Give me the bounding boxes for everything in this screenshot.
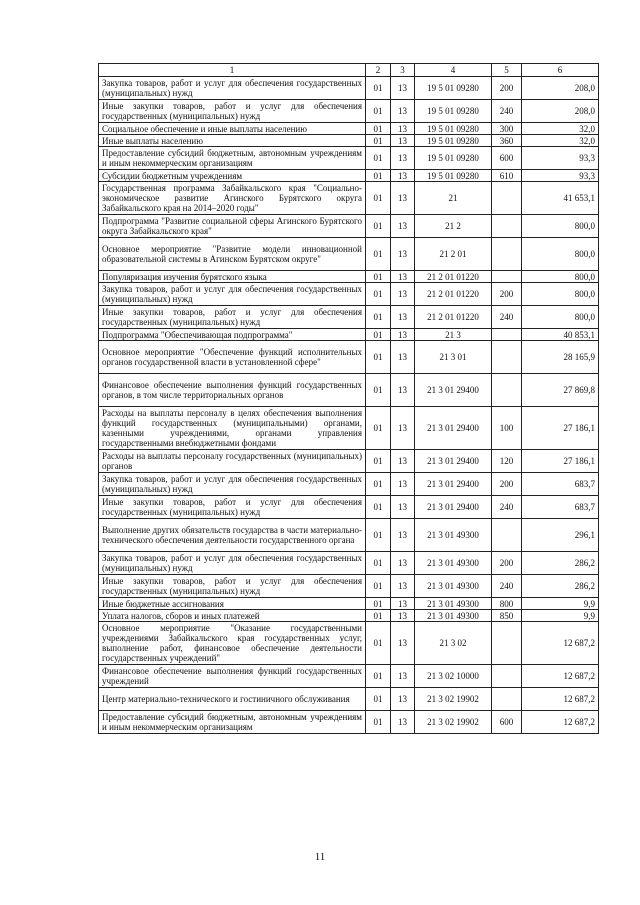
header-col-5: 5 [492,64,522,77]
row-section-cell: 01 [366,271,391,283]
table-row [99,711,599,734]
table-row [99,182,599,215]
row-expense-type-cell [492,622,522,665]
table-row [99,77,599,100]
table-row [99,170,599,182]
row-name-cell: Иные закупки товаров, работ и услуг для обеспечения государственных (муниципальных) нужд [99,306,366,329]
row-section-cell: 01 [366,519,391,552]
row-name-cell: Социальное обеспечение и иные выплаты населению [99,123,366,135]
row-section-cell: 01 [366,283,391,306]
row-subsection-cell: 13 [391,622,415,665]
row-section-cell: 01 [366,575,391,598]
row-expense-type-cell [492,665,522,688]
row-amount-cell: 12 687,2 [522,688,599,711]
row-amount-cell: 12 687,2 [522,711,599,734]
row-amount-cell: 296,1 [522,519,599,552]
row-amount-cell: 41 653,1 [522,182,599,215]
row-section-cell: 01 [366,147,391,170]
row-section-cell: 01 [366,341,391,374]
row-section-cell: 01 [366,238,391,271]
row-target-article-cell: 21 3 01 49300 [415,575,492,598]
row-section-cell: 01 [366,100,391,123]
row-section-cell: 01 [366,123,391,135]
row-amount-cell: 40 853,1 [522,329,599,341]
row-subsection-cell: 13 [391,519,415,552]
row-amount-cell: 208,0 [522,100,599,123]
row-expense-type-cell: 600 [492,711,522,734]
row-expense-type-cell [492,341,522,374]
table-row [99,135,599,147]
row-expense-type-cell: 240 [492,496,522,519]
row-target-article-cell: 21 3 01 49300 [415,519,492,552]
row-subsection-cell: 13 [391,374,415,407]
row-amount-cell: 683,7 [522,496,599,519]
row-target-article-cell: 21 3 01 29400 [415,496,492,519]
row-name-cell: Уплата налогов, сборов и иных платежей [99,610,366,622]
row-subsection-cell: 13 [391,123,415,135]
row-amount-cell: 800,0 [522,306,599,329]
table-row [99,519,599,552]
row-target-article-cell: 21 2 01 01220 [415,271,492,283]
row-amount-cell: 800,0 [522,283,599,306]
row-expense-type-cell: 200 [492,283,522,306]
row-target-article-cell: 19 5 01 09280 [415,135,492,147]
row-subsection-cell: 13 [391,473,415,496]
row-section-cell: 01 [366,306,391,329]
row-amount-cell: 208,0 [522,77,599,100]
row-name-cell: Расходы на выплаты персоналу в целях обеспечения выполнения функций государственных (муниципальными) органами, казенными учреждениями, органами управления государственными внебюджетными фондами [99,407,366,450]
row-name-cell: Подпрограмма "Обеспечивающая подпрограмма" [99,329,366,341]
row-amount-cell: 800,0 [522,238,599,271]
table-row [99,147,599,170]
row-target-article-cell: 21 3 01 49300 [415,552,492,575]
row-expense-type-cell: 200 [492,473,522,496]
row-amount-cell: 12 687,2 [522,622,599,665]
row-expense-type-cell: 850 [492,610,522,622]
row-target-article-cell: 21 2 01 01220 [415,306,492,329]
row-target-article-cell: 21 2 [415,215,492,238]
table-row [99,238,599,271]
table-row [99,688,599,711]
row-name-cell: Закупка товаров, работ и услуг для обеспечения государственных (муниципальных) нужд [99,283,366,306]
table-row [99,598,599,610]
table-row [99,473,599,496]
row-expense-type-cell [492,271,522,283]
header-col-1: 1 [99,64,366,77]
row-target-article-cell: 19 5 01 09280 [415,170,492,182]
row-name-cell: Закупка товаров, работ и услуг для обеспечения государственных (муниципальных) нужд [99,77,366,100]
row-expense-type-cell: 300 [492,123,522,135]
row-subsection-cell: 13 [391,306,415,329]
row-amount-cell: 800,0 [522,215,599,238]
row-section-cell: 01 [366,622,391,665]
row-name-cell: Подпрограмма "Развитие социальной сферы Агинского Бурятского округа Забайкальского края" [99,215,366,238]
table-row [99,123,599,135]
row-name-cell: Популяризация изучения бурятского языка [99,271,366,283]
row-subsection-cell: 13 [391,496,415,519]
row-subsection-cell: 13 [391,283,415,306]
row-amount-cell: 683,7 [522,473,599,496]
budget-table-container [98,63,599,734]
table-header-row [99,64,599,77]
table-row [99,374,599,407]
row-name-cell: Расходы на выплаты персоналу государственных (муниципальных) органов [99,450,366,473]
row-amount-cell: 286,2 [522,575,599,598]
row-subsection-cell: 13 [391,575,415,598]
row-expense-type-cell [492,329,522,341]
row-expense-type-cell [492,182,522,215]
row-subsection-cell: 13 [391,407,415,450]
row-name-cell: Субсидии бюджетным учреждениям [99,170,366,182]
table-row [99,329,599,341]
table-row [99,622,599,665]
row-expense-type-cell: 120 [492,450,522,473]
row-section-cell: 01 [366,329,391,341]
table-row [99,283,599,306]
row-name-cell: Основное мероприятие "Развитие модели инновационной образовательной системы в Агинском Бурятском округе" [99,238,366,271]
row-name-cell: Иные закупки товаров, работ и услуг для обеспечения государственных (муниципальных) нужд [99,575,366,598]
row-amount-cell: 27 186,1 [522,407,599,450]
row-target-article-cell: 21 3 01 29400 [415,450,492,473]
row-amount-cell: 9,9 [522,610,599,622]
row-amount-cell: 12 687,2 [522,665,599,688]
row-target-article-cell: 21 2 01 [415,238,492,271]
row-section-cell: 01 [366,610,391,622]
row-subsection-cell: 13 [391,552,415,575]
row-target-article-cell: 21 2 01 01220 [415,283,492,306]
page-number: 11 [314,851,326,863]
row-section-cell: 01 [366,450,391,473]
row-amount-cell: 27 186,1 [522,450,599,473]
row-subsection-cell: 13 [391,329,415,341]
row-expense-type-cell: 240 [492,306,522,329]
row-subsection-cell: 13 [391,170,415,182]
row-amount-cell: 800,0 [522,271,599,283]
row-name-cell: Финансовое обеспечение выполнения функций государственных учреждений [99,665,366,688]
row-subsection-cell: 13 [391,665,415,688]
row-section-cell: 01 [366,170,391,182]
row-amount-cell: 9,9 [522,598,599,610]
row-section-cell: 01 [366,215,391,238]
row-name-cell: Предоставление субсидий бюджетным, автономным учреждениям и иным некоммерческим организациям [99,147,366,170]
row-name-cell: Финансовое обеспечение выполнения функций государственных органов, в том числе территориальных органов [99,374,366,407]
row-target-article-cell: 21 3 01 49300 [415,598,492,610]
row-name-cell: Государственная программа Забайкальского края "Социально-экономическое развитие Агинского Бурятского округа Забайкальского края на 2014–2020 годы" [99,182,366,215]
row-name-cell: Основное мероприятие "Оказание государственными учреждениями Забайкальского края государственных услуг, выполнение работ, финансовое обеспечение деятельности государственных учреждений" [99,622,366,665]
row-expense-type-cell: 200 [492,77,522,100]
row-subsection-cell: 13 [391,238,415,271]
row-subsection-cell: 13 [391,341,415,374]
row-target-article-cell: 21 3 01 29400 [415,473,492,496]
row-expense-type-cell: 610 [492,170,522,182]
row-subsection-cell: 13 [391,215,415,238]
row-amount-cell: 28 165,9 [522,341,599,374]
row-expense-type-cell [492,688,522,711]
row-section-cell: 01 [366,374,391,407]
table-row [99,450,599,473]
row-name-cell: Иные бюджетные ассигнования [99,598,366,610]
row-name-cell: Выполнение других обязательств государства в части материально-технического обеспечения деятельности государственного органа [99,519,366,552]
row-subsection-cell: 13 [391,688,415,711]
row-subsection-cell: 13 [391,100,415,123]
row-target-article-cell: 19 5 01 09280 [415,100,492,123]
table-row [99,341,599,374]
row-name-cell: Основное мероприятие "Обеспечение функций исполнительных органов государственной власти в установленной сфере" [99,341,366,374]
row-name-cell: Иные закупки товаров, работ и услуг для обеспечения государственных (муниципальных) нужд [99,496,366,519]
row-section-cell: 01 [366,598,391,610]
row-section-cell: 01 [366,77,391,100]
row-section-cell: 01 [366,135,391,147]
table-row [99,552,599,575]
row-amount-cell: 32,0 [522,135,599,147]
row-section-cell: 01 [366,688,391,711]
table-row [99,215,599,238]
row-target-article-cell: 21 3 01 29400 [415,407,492,450]
row-subsection-cell: 13 [391,610,415,622]
row-expense-type-cell: 240 [492,575,522,598]
table-row [99,271,599,283]
row-subsection-cell: 13 [391,271,415,283]
row-target-article-cell: 21 3 [415,329,492,341]
row-expense-type-cell: 600 [492,147,522,170]
table-row [99,575,599,598]
row-target-article-cell: 21 [415,182,492,215]
row-subsection-cell: 13 [391,135,415,147]
row-expense-type-cell: 800 [492,598,522,610]
row-target-article-cell: 19 5 01 09280 [415,147,492,170]
row-target-article-cell: 21 3 01 29400 [415,374,492,407]
row-name-cell: Центр материально-технического и гостиничного обслуживания [99,688,366,711]
row-expense-type-cell [492,519,522,552]
table-row [99,407,599,450]
row-target-article-cell: 21 3 02 [415,622,492,665]
row-section-cell: 01 [366,665,391,688]
row-amount-cell: 32,0 [522,123,599,135]
row-expense-type-cell [492,374,522,407]
budget-table [98,63,599,734]
row-target-article-cell: 21 3 02 19902 [415,711,492,734]
row-expense-type-cell [492,215,522,238]
header-col-6: 6 [522,64,599,77]
row-expense-type-cell [492,238,522,271]
row-name-cell: Закупка товаров, работ и услуг для обеспечения государственных (муниципальных) нужд [99,473,366,496]
row-subsection-cell: 13 [391,182,415,215]
row-target-article-cell: 21 3 01 [415,341,492,374]
table-row [99,496,599,519]
row-name-cell: Закупка товаров, работ и услуг для обеспечения государственных (муниципальных) нужд [99,552,366,575]
header-col-2: 2 [366,64,391,77]
row-expense-type-cell: 200 [492,552,522,575]
row-target-article-cell: 21 3 02 10000 [415,665,492,688]
table-row [99,610,599,622]
row-target-article-cell: 19 5 01 09280 [415,123,492,135]
row-target-article-cell: 21 3 02 19902 [415,688,492,711]
row-expense-type-cell: 360 [492,135,522,147]
row-subsection-cell: 13 [391,711,415,734]
row-subsection-cell: 13 [391,598,415,610]
header-col-3: 3 [391,64,415,77]
row-name-cell: Предоставление субсидий бюджетным, автономным учреждениям и иным некоммерческим организациям [99,711,366,734]
row-expense-type-cell: 240 [492,100,522,123]
row-section-cell: 01 [366,552,391,575]
row-expense-type-cell: 100 [492,407,522,450]
row-section-cell: 01 [366,473,391,496]
row-subsection-cell: 13 [391,147,415,170]
table-row [99,665,599,688]
row-amount-cell: 93,3 [522,170,599,182]
row-amount-cell: 286,2 [522,552,599,575]
row-section-cell: 01 [366,711,391,734]
row-target-article-cell: 19 5 01 09280 [415,77,492,100]
row-section-cell: 01 [366,496,391,519]
row-target-article-cell: 21 3 01 49300 [415,610,492,622]
row-section-cell: 01 [366,407,391,450]
row-amount-cell: 27 869,8 [522,374,599,407]
row-subsection-cell: 13 [391,77,415,100]
row-name-cell: Иные закупки товаров, работ и услуг для обеспечения государственных (муниципальных) нужд [99,100,366,123]
row-section-cell: 01 [366,182,391,215]
table-row [99,306,599,329]
row-subsection-cell: 13 [391,450,415,473]
row-amount-cell: 93,3 [522,147,599,170]
row-name-cell: Иные выплаты населению [99,135,366,147]
header-col-4: 4 [415,64,492,77]
table-row [99,100,599,123]
